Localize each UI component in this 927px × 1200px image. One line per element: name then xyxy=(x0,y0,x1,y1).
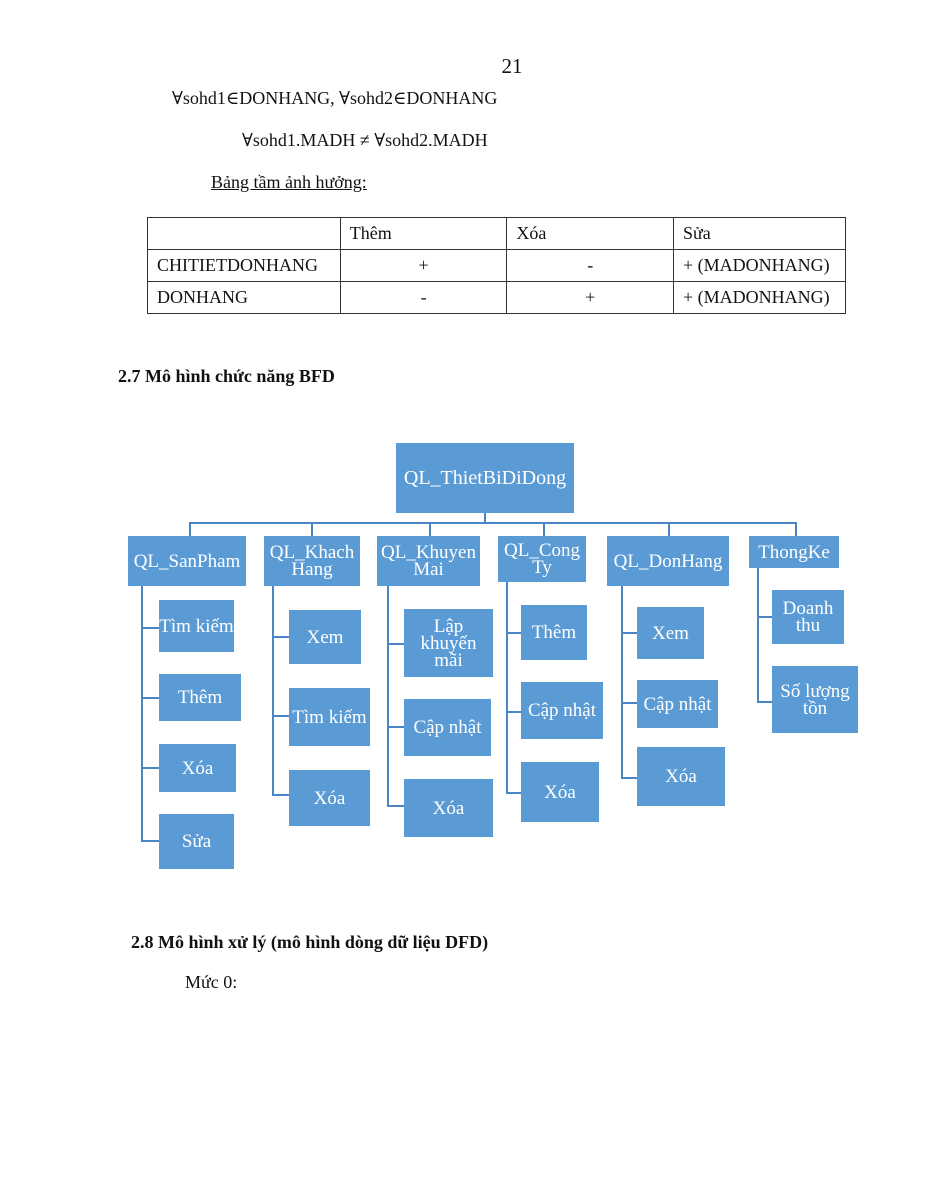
bfd-node-khuyenmai-capnhat: Cập nhật xyxy=(404,699,491,756)
table-header-cell: Sửa xyxy=(674,218,846,250)
table-row xyxy=(148,282,846,314)
connector-line xyxy=(141,697,159,699)
connector-line xyxy=(621,586,623,779)
bfd-node-congty-capnhat: Cập nhật xyxy=(521,682,603,739)
connector-line xyxy=(506,582,508,794)
bfd-node-sanpham-timkiem: Tìm kiếm xyxy=(159,600,234,652)
connector-line xyxy=(757,568,759,703)
table-header-cell: Xóa xyxy=(507,218,674,250)
bfd-node-thongke-doanhthu: Doanh thu xyxy=(772,590,844,644)
bfd-node-congty-them: Thêm xyxy=(521,605,587,660)
connector-line xyxy=(272,715,289,717)
connector-line xyxy=(189,522,796,524)
section-heading-dfd: 2.8 Mô hình xử lý (mô hình dòng dữ liệu DFD) xyxy=(131,932,489,952)
table-cell: - xyxy=(340,282,507,314)
constraint-line-2: ∀sohd1.MADH ≠ ∀sohd2.MADH xyxy=(242,130,488,150)
bfd-node-sanpham-them: Thêm xyxy=(159,674,241,721)
table-cell: DONHANG xyxy=(148,282,341,314)
connector-line xyxy=(757,616,772,618)
bfd-node-khuyenmai-lap: Lập khuyến mãi xyxy=(404,609,493,677)
connector-line xyxy=(141,627,159,629)
bfd-node-donhang-xem: Xem xyxy=(637,607,704,659)
table-header-row xyxy=(148,218,846,250)
bfd-node-sanpham-sua: Sửa xyxy=(159,814,234,869)
connector-line xyxy=(141,840,159,842)
connector-line xyxy=(506,632,521,634)
bfd-node-khachhang-xoa: Xóa xyxy=(289,770,370,826)
bfd-node-khachhang-timkiem: Tìm kiếm xyxy=(289,688,370,746)
level-0-label: Mức 0: xyxy=(185,972,238,992)
connector-line xyxy=(668,522,670,536)
bfd-group-congty: QL_Cong Ty xyxy=(498,536,586,582)
bfd-group-khuyenmai: QL_Khuyen Mai xyxy=(377,536,480,586)
connector-line xyxy=(506,711,521,713)
bfd-node-khachhang-xem: Xem xyxy=(289,610,361,664)
bfd-group-sanpham: QL_SanPham xyxy=(128,536,246,586)
bfd-group-thongke: ThongKe xyxy=(749,536,839,568)
bfd-node-congty-xoa: Xóa xyxy=(521,762,599,822)
table-cell: + (MADONHANG) xyxy=(674,250,846,282)
bfd-group-khachhang: QL_Khach Hang xyxy=(264,536,360,586)
connector-line xyxy=(189,522,191,536)
connector-line xyxy=(387,643,404,645)
bfd-root-node: QL_ThietBiDiDong xyxy=(396,443,574,513)
table-row xyxy=(148,250,846,282)
table-cell: CHITIETDONHANG xyxy=(148,250,341,282)
bfd-node-thongke-soluongton: Số lượng tồn xyxy=(772,666,858,733)
connector-line xyxy=(621,702,637,704)
bfd-node-donhang-xoa: Xóa xyxy=(637,747,725,806)
connector-line xyxy=(272,636,289,638)
constraint-line-1: ∀sohd1∈DONHANG, ∀sohd2∈DONHANG xyxy=(172,88,498,108)
bfd-node-sanpham-xoa: Xóa xyxy=(159,744,236,792)
bfd-node-khuyenmai-xoa: Xóa xyxy=(404,779,493,837)
connector-line xyxy=(429,522,431,536)
connector-line xyxy=(141,767,159,769)
connector-line xyxy=(272,586,274,796)
table-header-cell xyxy=(148,218,341,250)
table-cell: - xyxy=(507,250,674,282)
connector-line xyxy=(506,792,521,794)
table-cell: + xyxy=(507,282,674,314)
section-heading-bfd: 2.7 Mô hình chức năng BFD xyxy=(118,366,335,386)
connector-line xyxy=(795,522,797,536)
impact-table xyxy=(147,217,846,314)
connector-line xyxy=(272,794,289,796)
bfd-node-donhang-capnhat: Cập nhật xyxy=(637,680,718,728)
connector-line xyxy=(387,586,389,807)
connector-line xyxy=(141,586,143,842)
connector-line xyxy=(757,701,772,703)
connector-line xyxy=(543,522,545,536)
connector-line xyxy=(621,632,637,634)
table-header-cell: Thêm xyxy=(340,218,507,250)
connector-line xyxy=(387,805,404,807)
page-number: 21 xyxy=(501,54,523,78)
connector-line xyxy=(387,726,404,728)
impact-table-caption: Bảng tầm ảnh hưởng: xyxy=(211,172,367,192)
bfd-group-donhang: QL_DonHang xyxy=(607,536,729,586)
table-cell: + xyxy=(340,250,507,282)
table-cell: + (MADONHANG) xyxy=(674,282,846,314)
connector-line xyxy=(621,777,637,779)
connector-line xyxy=(311,522,313,536)
